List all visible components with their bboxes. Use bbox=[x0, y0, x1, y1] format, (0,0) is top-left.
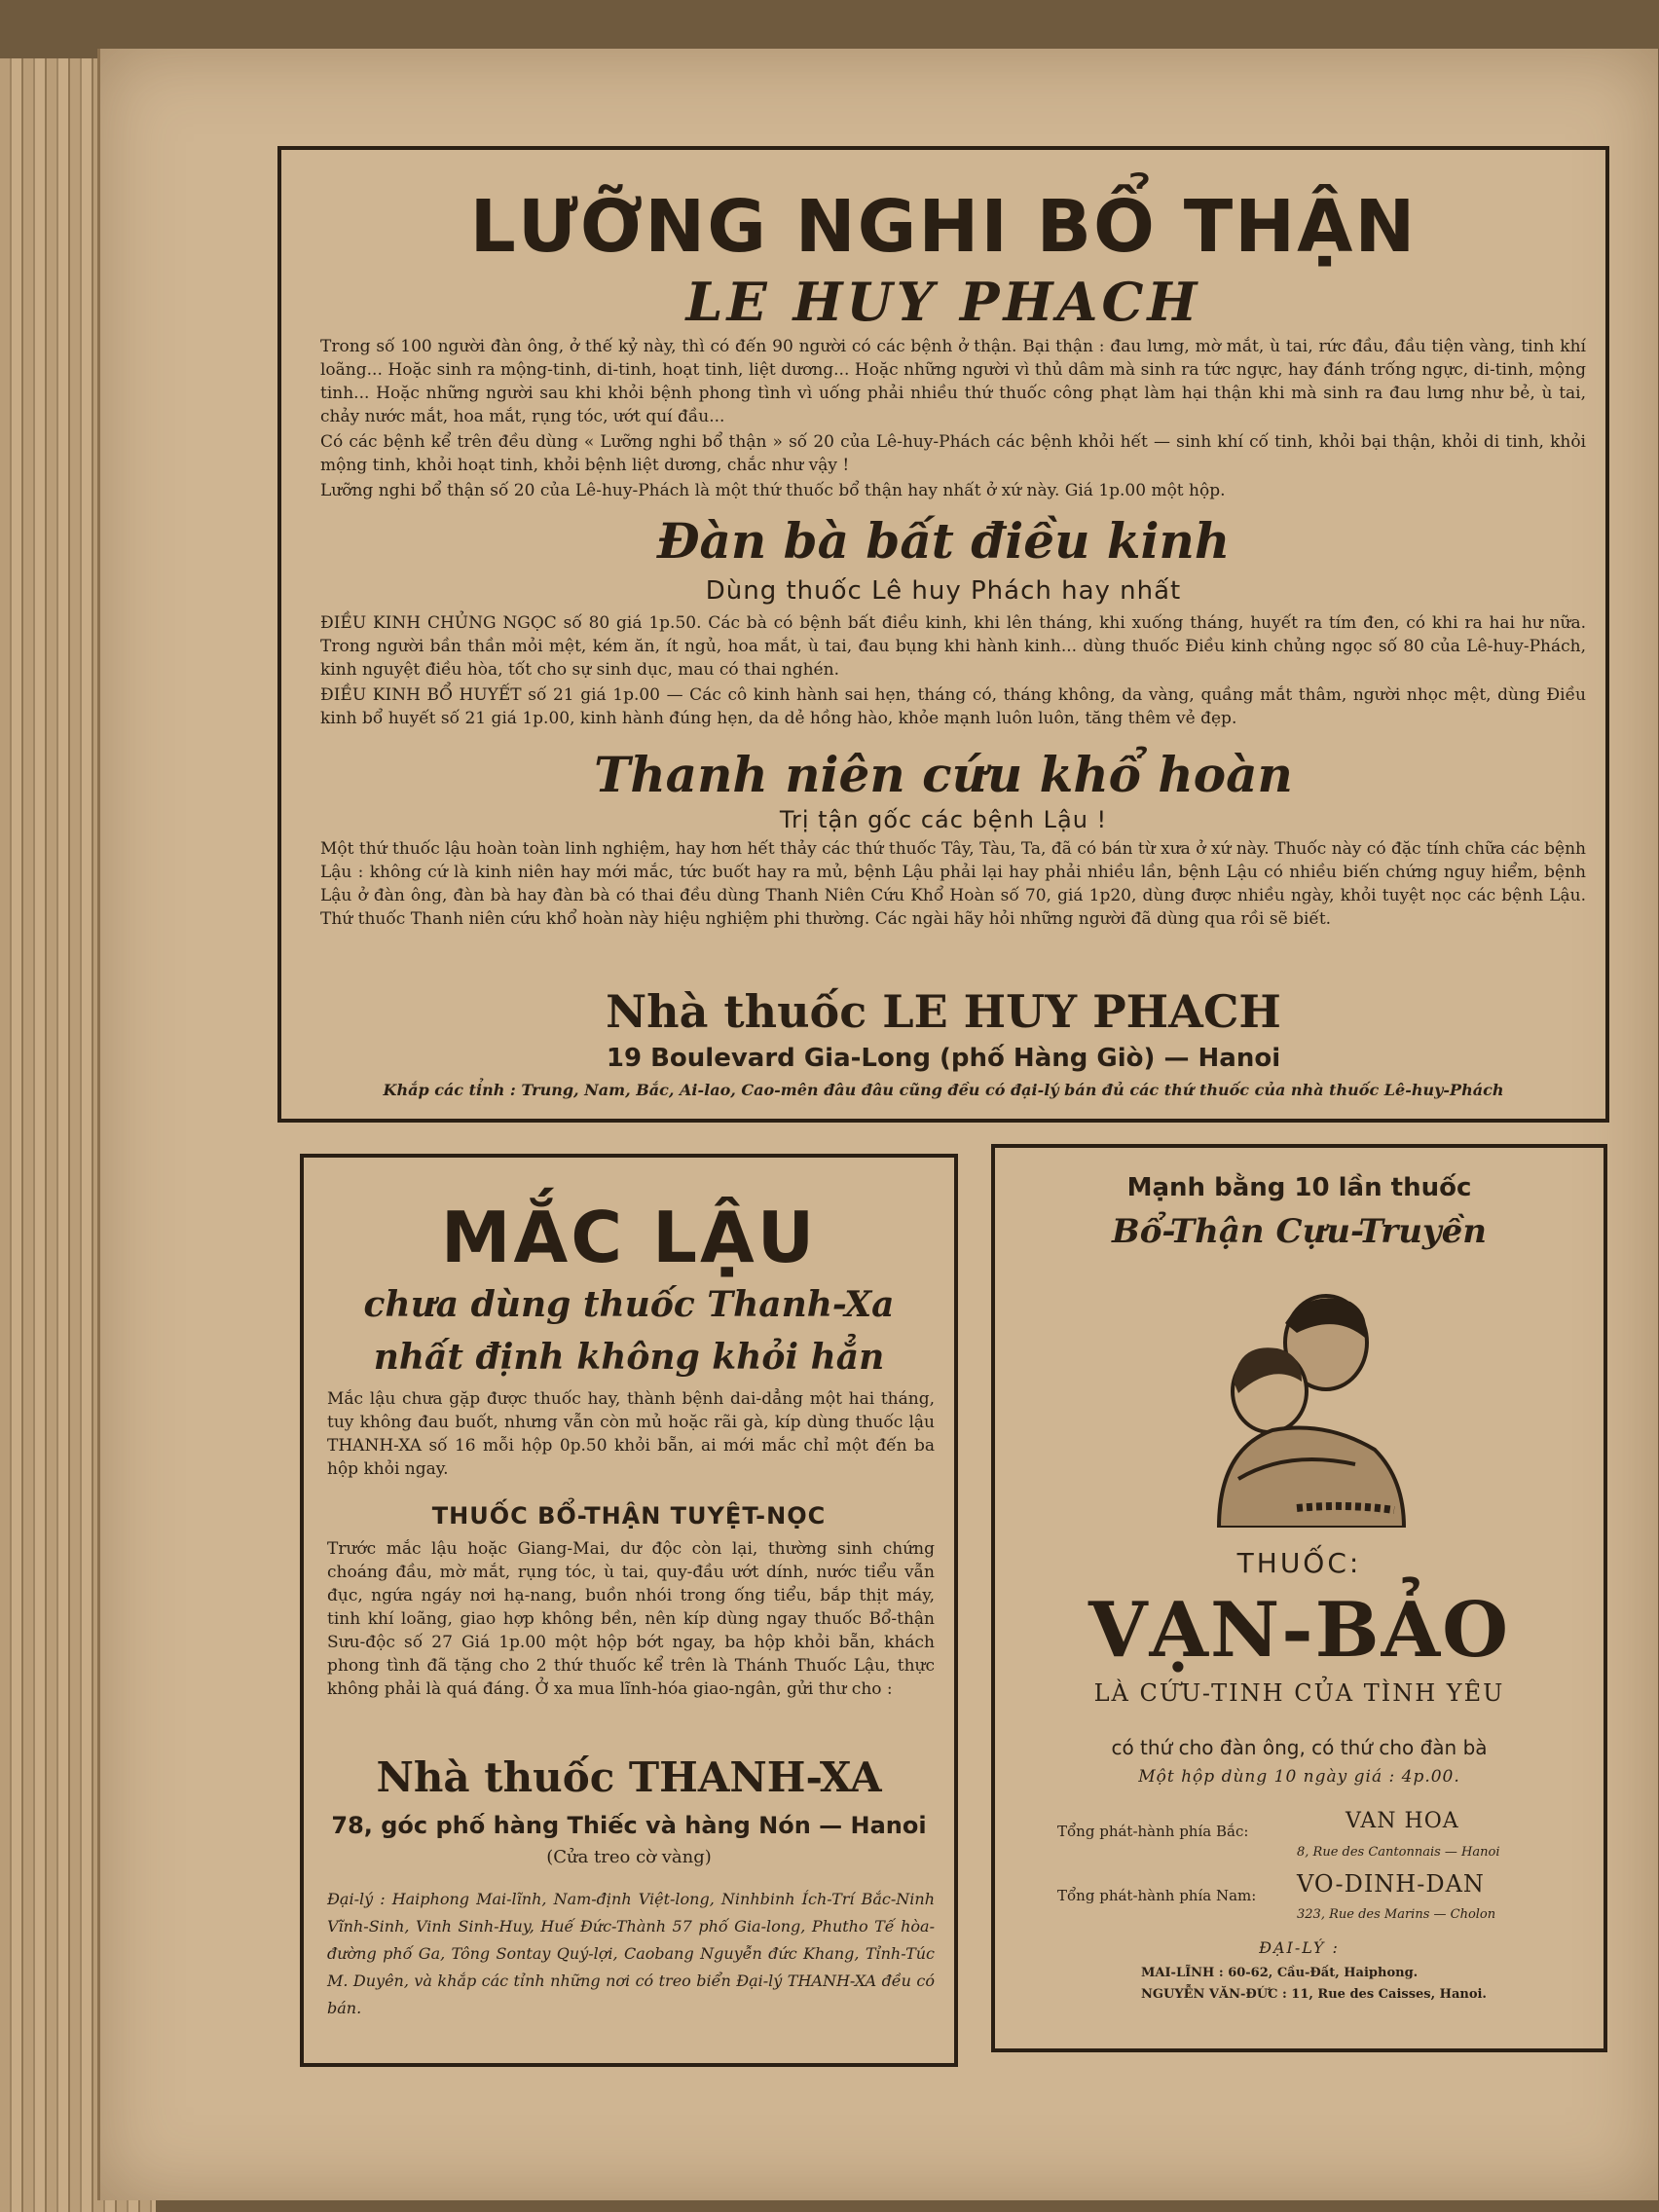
south-distributor-address: 323, Rue des Marins — Cholon bbox=[1297, 1907, 1496, 1922]
dieu-kinh-paragraph-1: ĐIỀU KINH CHỦNG NGỌC số 80 giá 1p.50. Các bà có bệnh bất điều kinh, khi lên tháng, khi xuống tháng, huyết ra tím đen, có khi ra hai hư nữa. Trong người bần thần mỏi mệt, kém ăn, ít ngủ, hoa mắt, ù tai, đau bụng khi hành kinh... dùng thuốc Điều kinh chủng ngọc số 80 của Lê-huy-Phách, kinh nguyệt điều hòa, tốt cho sự sinh dục, mau có thai nghén. bbox=[320, 613, 1586, 680]
north-distributor-name: VAN HOA bbox=[1346, 1809, 1459, 1833]
tagline-2: nhất định không khỏi hẳn bbox=[373, 1337, 885, 1378]
top-line: Mạnh bằng 10 lần thuốc bbox=[1126, 1173, 1472, 1202]
north-distributor-address: 8, Rue des Cantonnais — Hanoi bbox=[1297, 1845, 1500, 1860]
top-line-2: Bổ-Thận Cựu-Truyền bbox=[1111, 1212, 1488, 1251]
ad-van-bao bbox=[991, 1144, 1607, 2052]
ad-thanh-xa bbox=[300, 1154, 958, 2067]
ad-title: MẮC LẬU bbox=[440, 1197, 818, 1278]
shop-address: 78, góc phố hàng Thiếc và hàng Nón — Hanoi bbox=[331, 1812, 927, 1839]
shop-name: Nhà thuốc THANH-XA bbox=[376, 1753, 882, 1801]
ad-le-huy-phach bbox=[277, 146, 1609, 1123]
paragraph-1: Mắc lậu chưa gặp được thuốc hay, thành bệnh dai-dẳng một hai tháng, tuy không đau buốt, nhưng vẫn còn mủ hoặc rãi gà, kíp dùng thuốc lậu THANH-XA số 16 mỗi hộp 0p.50 khỏi bẵn, ai mới mắc chỉ một đến ba hộp khỏi ngay. bbox=[327, 1389, 935, 1479]
heading-dan-ba-sub: Dùng thuốc Lê huy Phách hay nhất bbox=[705, 576, 1182, 606]
intro-paragraph-3: Lưỡng nghi bổ thận số 20 của Lê-huy-Phách là một thứ thuốc bổ thận hay nhất ở xứ này. Giá 1p.00 một hộp. bbox=[320, 481, 1226, 500]
shop-name: Nhà thuốc LE HUY PHACH bbox=[606, 985, 1281, 1038]
north-distributor-label: Tổng phát-hành phía Bắc: bbox=[1057, 1823, 1249, 1840]
label: THUỐC: bbox=[1236, 1547, 1362, 1579]
dieu-kinh-paragraph-2: ĐIỀU KINH BỔ HUYẾT số 21 giá 1p.00 — Các cô kinh hành sai hẹn, tháng có, tháng không, da vàng, quầng mắt thâm, người nhọc mệt, dùng Điều kinh bổ huyết số 21 giá 1p.00, kinh hành đúng hẹn, da dẻ hồng hào, khỏe mạnh luôn luôn, tăng thêm vẻ đẹp. bbox=[320, 685, 1586, 728]
agents-list: Đại-lý : Haiphong Mai-lĩnh, Nam-định Việt-long, Ninhbinh Ích-Trí Bắc-Ninh Vĩnh-Sinh, Vinh Sinh-Huy, Huế Đức-Thành 57 phố Gia-long, Phutho Tế hòa-đường phố Ga, Tông Sontay Quý-lợi, Caobang Nguyễn đức Khang, Tỉnh-Túc M. Duyên, và khắp các tỉnh những nơi có treo biển Đại-lý THANH-XA đều có bán. bbox=[327, 1890, 935, 2017]
couple-illustration bbox=[1180, 1284, 1414, 1528]
brand: VẠN-BẢO bbox=[1088, 1586, 1511, 1675]
south-distributor-label: Tổng phát-hành phía Nam: bbox=[1057, 1887, 1257, 1904]
intro-paragraph-1: Trong số 100 người đàn ông, ở thế kỷ này, thì có đến 90 người có các bệnh ở thận. Bại thận : đau lưng, mờ mắt, ù tai, rức đầu, đầu tiện vàng, tinh khí loãng... Hoặc sinh ra mộng-tinh, di-tinh, hoạt tinh, liệt dương... Hoặc những người vì thủ dâm mà sinh ra tức ngực, hay đánh trống ngực, di-tinh, mộng tinh... Hoặc những người sau khi khỏi bệnh phong tình vì uống phải nhiều thứ thuốc công phạt làm hại thận khi mà sinh ra đau lưng như bẻ, ù tai, chảy nước mắt, hoa mắt, rụng tóc, ướt quí đầu... bbox=[320, 337, 1586, 426]
tagline-1: chưa dùng thuốc Thanh-Xa bbox=[363, 1284, 895, 1325]
ad-subtitle: LE HUY PHACH bbox=[685, 271, 1201, 333]
subheading: THUỐC BỔ-THẬN TUYỆT-NỌC bbox=[431, 1502, 827, 1530]
slogan: LÀ CỨU-TINH CỦA TÌNH YÊU bbox=[1093, 1679, 1505, 1707]
agents-footer: Khắp các tỉnh : Trung, Nam, Bắc, Ai-lao, Cao-mên đâu đâu cũng đều có đại-lý bán đủ các thứ thuốc của nhà thuốc Lê-huy-Phách bbox=[383, 1081, 1504, 1099]
south-distributor-name: VO-DINH-DAN bbox=[1297, 1870, 1485, 1898]
for-line: có thứ cho đàn ông, có thứ cho đàn bà bbox=[1111, 1736, 1488, 1759]
heading-dan-ba: Đàn bà bất điều kinh bbox=[656, 512, 1231, 570]
agent-2: NGUYỄN VĂN-ĐỨC : 11, Rue des Caisses, Hanoi. bbox=[1141, 1987, 1487, 2002]
shop-note: (Cửa treo cờ vàng) bbox=[546, 1847, 712, 1867]
thanh-nien-paragraph: Một thứ thuốc lậu hoàn toàn linh nghiệm, hay hơn hết thảy các thứ thuốc Tây, Tàu, Ta, đã có bán từ xưa ở xứ này. Thuốc này có đặc tính chữa các bệnh Lậu : không cứ là kinh niên hay mới mắc, tức buốt hay ra mủ, bệnh Lậu phải lại hay phải nhiều lần, bệnh Lậu có nhiều biến chứng nguy hiểm, bệnh Lậu ở đàn ông, đàn bà hay đàn bà có thai đều dùng Thanh Niên Cứu Khổ Hoàn số 70, giá 1p20, dùng được nhiều ngày, khỏi tuyệt nọc các bệnh Lậu. Thứ thuốc Thanh niên cứu khổ hoàn này hiệu nghiệm phi thường. Các ngài hãy hỏi những người đã dùng qua rồi sẽ biết. bbox=[320, 839, 1586, 929]
agent-1: MAI-LĨNH : 60-62, Cầu-Đất, Haiphong. bbox=[1141, 1966, 1419, 1980]
heading-thanh-nien: Thanh niên cứu khổ hoàn bbox=[594, 746, 1293, 803]
paragraph-2: Trước mắc lậu hoặc Giang-Mai, dư độc còn lại, thường sinh chứng choáng đầu, mờ mắt, rụng tóc, ù tai, quy-đầu ướt dính, nước tiểu vẫn đục, ngứa ngáy nơi hạ-nang, buồn nhói trong ống tiểu, bắp thịt máy, tinh khí loãng, giao hợp không bền, nên kíp dùng ngay thuốc Bổ-thận Sưu-độc số 27 Giá 1p.00 một hộp bớt ngay, ba hộp khỏi bẵn, khách phong tình đã tặng cho 2 thứ thuốc kể trên là Thánh Thuốc Lậu, thực không phải là quá đáng. Ở xa mua lĩnh-hóa giao-ngân, gửi thư cho : bbox=[327, 1539, 935, 1699]
price-line: Một hộp dùng 10 ngày giá : 4p.00. bbox=[1138, 1767, 1460, 1787]
shop-address: 19 Boulevard Gia-Long (phố Hàng Giò) — Hanoi bbox=[606, 1044, 1281, 1073]
intro-paragraph-2: Có các bệnh kể trên đều dùng « Lưỡng nghi bổ thận » số 20 của Lê-huy-Phách các bệnh khỏi hết — sinh khí cố tinh, khỏi bại thận, khỏi di tinh, khỏi mộng tinh, khỏi hoạt tinh, khỏi bệnh liệt dương, chắc như vậy ! bbox=[320, 432, 1586, 475]
agents-label: ĐẠI-LÝ : bbox=[1259, 1938, 1340, 1957]
ad-title: LƯỠNG NGHI BỔ THẬN bbox=[469, 185, 1418, 269]
heading-thanh-nien-sub: Trị tận gốc các bệnh Lậu ! bbox=[779, 806, 1108, 833]
